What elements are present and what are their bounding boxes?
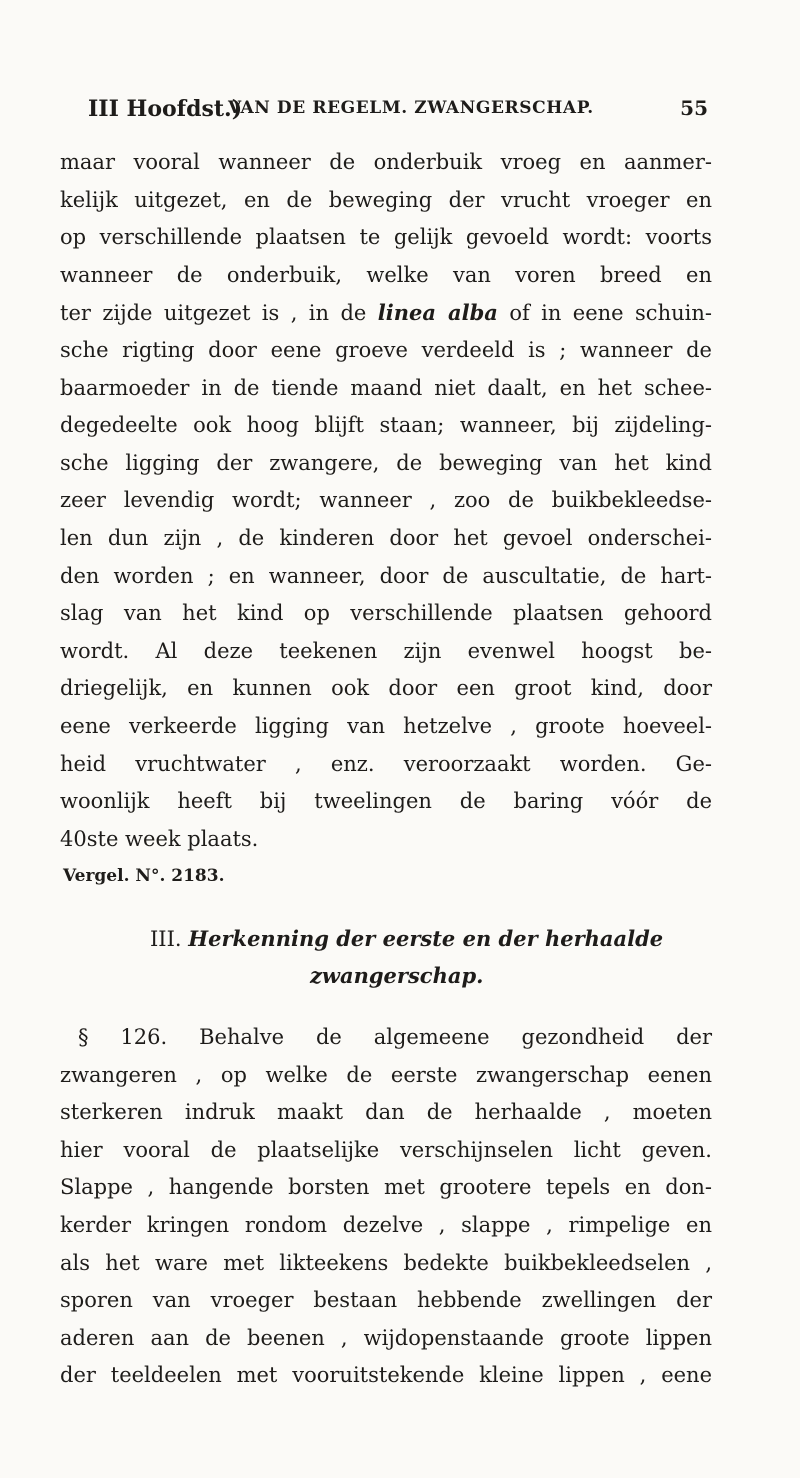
text-line: aderen aan de beenen , wijdopenstaande groote lippen — [60, 1325, 712, 1350]
text-line: driegelijk, en kunnen ook door een groot kind, door — [60, 676, 712, 701]
text-line: als het ware met likteekens bedekte buikbekleedselen , — [60, 1250, 712, 1275]
text-line: 40ste week plaats. — [60, 826, 259, 851]
section-number: III. — [150, 926, 182, 951]
text-line: sporen van vroeger bestaan hebbende zwellingen der — [60, 1288, 712, 1313]
running-header — [88, 96, 708, 126]
text-line: maar vooral wanneer de onderbuik vroeg en aanmer- — [60, 150, 712, 174]
text-line: kelijk uitgezet, en de beweging der vrucht vroeger en — [60, 187, 712, 212]
page-number: 55 — [680, 96, 708, 120]
spacer — [60, 995, 712, 1019]
text-line: zeer levendig wordt; wanneer , zoo de buikbekleedse- — [60, 488, 712, 513]
page-body — [60, 144, 712, 1395]
text-line: heid vruchtwater , enz. veroorzaakt worden. Ge- — [60, 751, 712, 776]
text-line: sterkeren indruk maakt dan de herhaalde , moeten — [60, 1100, 712, 1125]
italic-term: linea alba — [377, 300, 498, 326]
text-line: sche rigting door eene groeve verdeeld is ; wanneer de — [60, 337, 712, 362]
section-title: Herkenning der eerste en der herhaalde — [188, 925, 664, 951]
text-line: len dun zijn , de kinderen door het gevoel onderschei- — [60, 525, 712, 550]
text-line: wanneer de onderbuik, welke van voren breed en — [60, 262, 712, 287]
text-line: der teeldeelen met vooruitstekende kleine lippen , eene — [60, 1363, 712, 1388]
text-line: woonlijk heeft bij tweelingen de baring vóór de — [60, 789, 712, 814]
text-line: § 126. Behalve de algemeene gezondheid der — [78, 1025, 712, 1050]
text-line-with-term — [60, 294, 712, 332]
text-line: wordt. Al deze teekenen zijn evenwel hoogst be- — [60, 638, 712, 663]
text-line: zwangeren , op welke de eerste zwangerschap eenen — [60, 1062, 712, 1087]
text-line: eene verkeerde ligging van hetzelve , groote hoeveel- — [60, 713, 712, 738]
text-line: sche ligging der zwangere, de beweging van het kind — [60, 450, 712, 475]
text-fragment: of in eene schuin- — [509, 301, 712, 326]
chapter-label: III Hoofdst.) — [88, 96, 243, 122]
section-title-continued: zwangerschap. — [310, 963, 484, 989]
text-line: Slappe , hangende borsten met grootere tepels en don- — [60, 1175, 712, 1200]
text-line: op verschillende plaatsen te gelijk gevoeld wordt: voorts — [60, 225, 712, 250]
section-heading — [60, 920, 712, 958]
text-line: den worden ; en wanneer, door de auscultatie, de hart- — [60, 563, 712, 588]
spacer — [60, 896, 712, 920]
cross-reference: Vergel. N°. 2183. — [63, 866, 225, 887]
text-line: slag van het kind op verschillende plaatsen gehoord — [60, 601, 712, 626]
text-line: kerder kringen rondom dezelve , slappe , rimpelige en — [60, 1213, 712, 1238]
text-fragment: ter zijde uitgezet is , in de — [60, 301, 367, 326]
text-line: baarmoeder in de tiende maand niet daalt, en het schee- — [60, 375, 712, 400]
text-line: degedeelte ook hoog blijft staan; wanneer, bij zijdeling- — [60, 413, 712, 438]
running-title: VAN DE REGELM. ZWANGERSCHAP. — [228, 98, 594, 118]
text-line: hier vooral de plaatselijke verschijnselen licht geven. — [60, 1137, 712, 1162]
